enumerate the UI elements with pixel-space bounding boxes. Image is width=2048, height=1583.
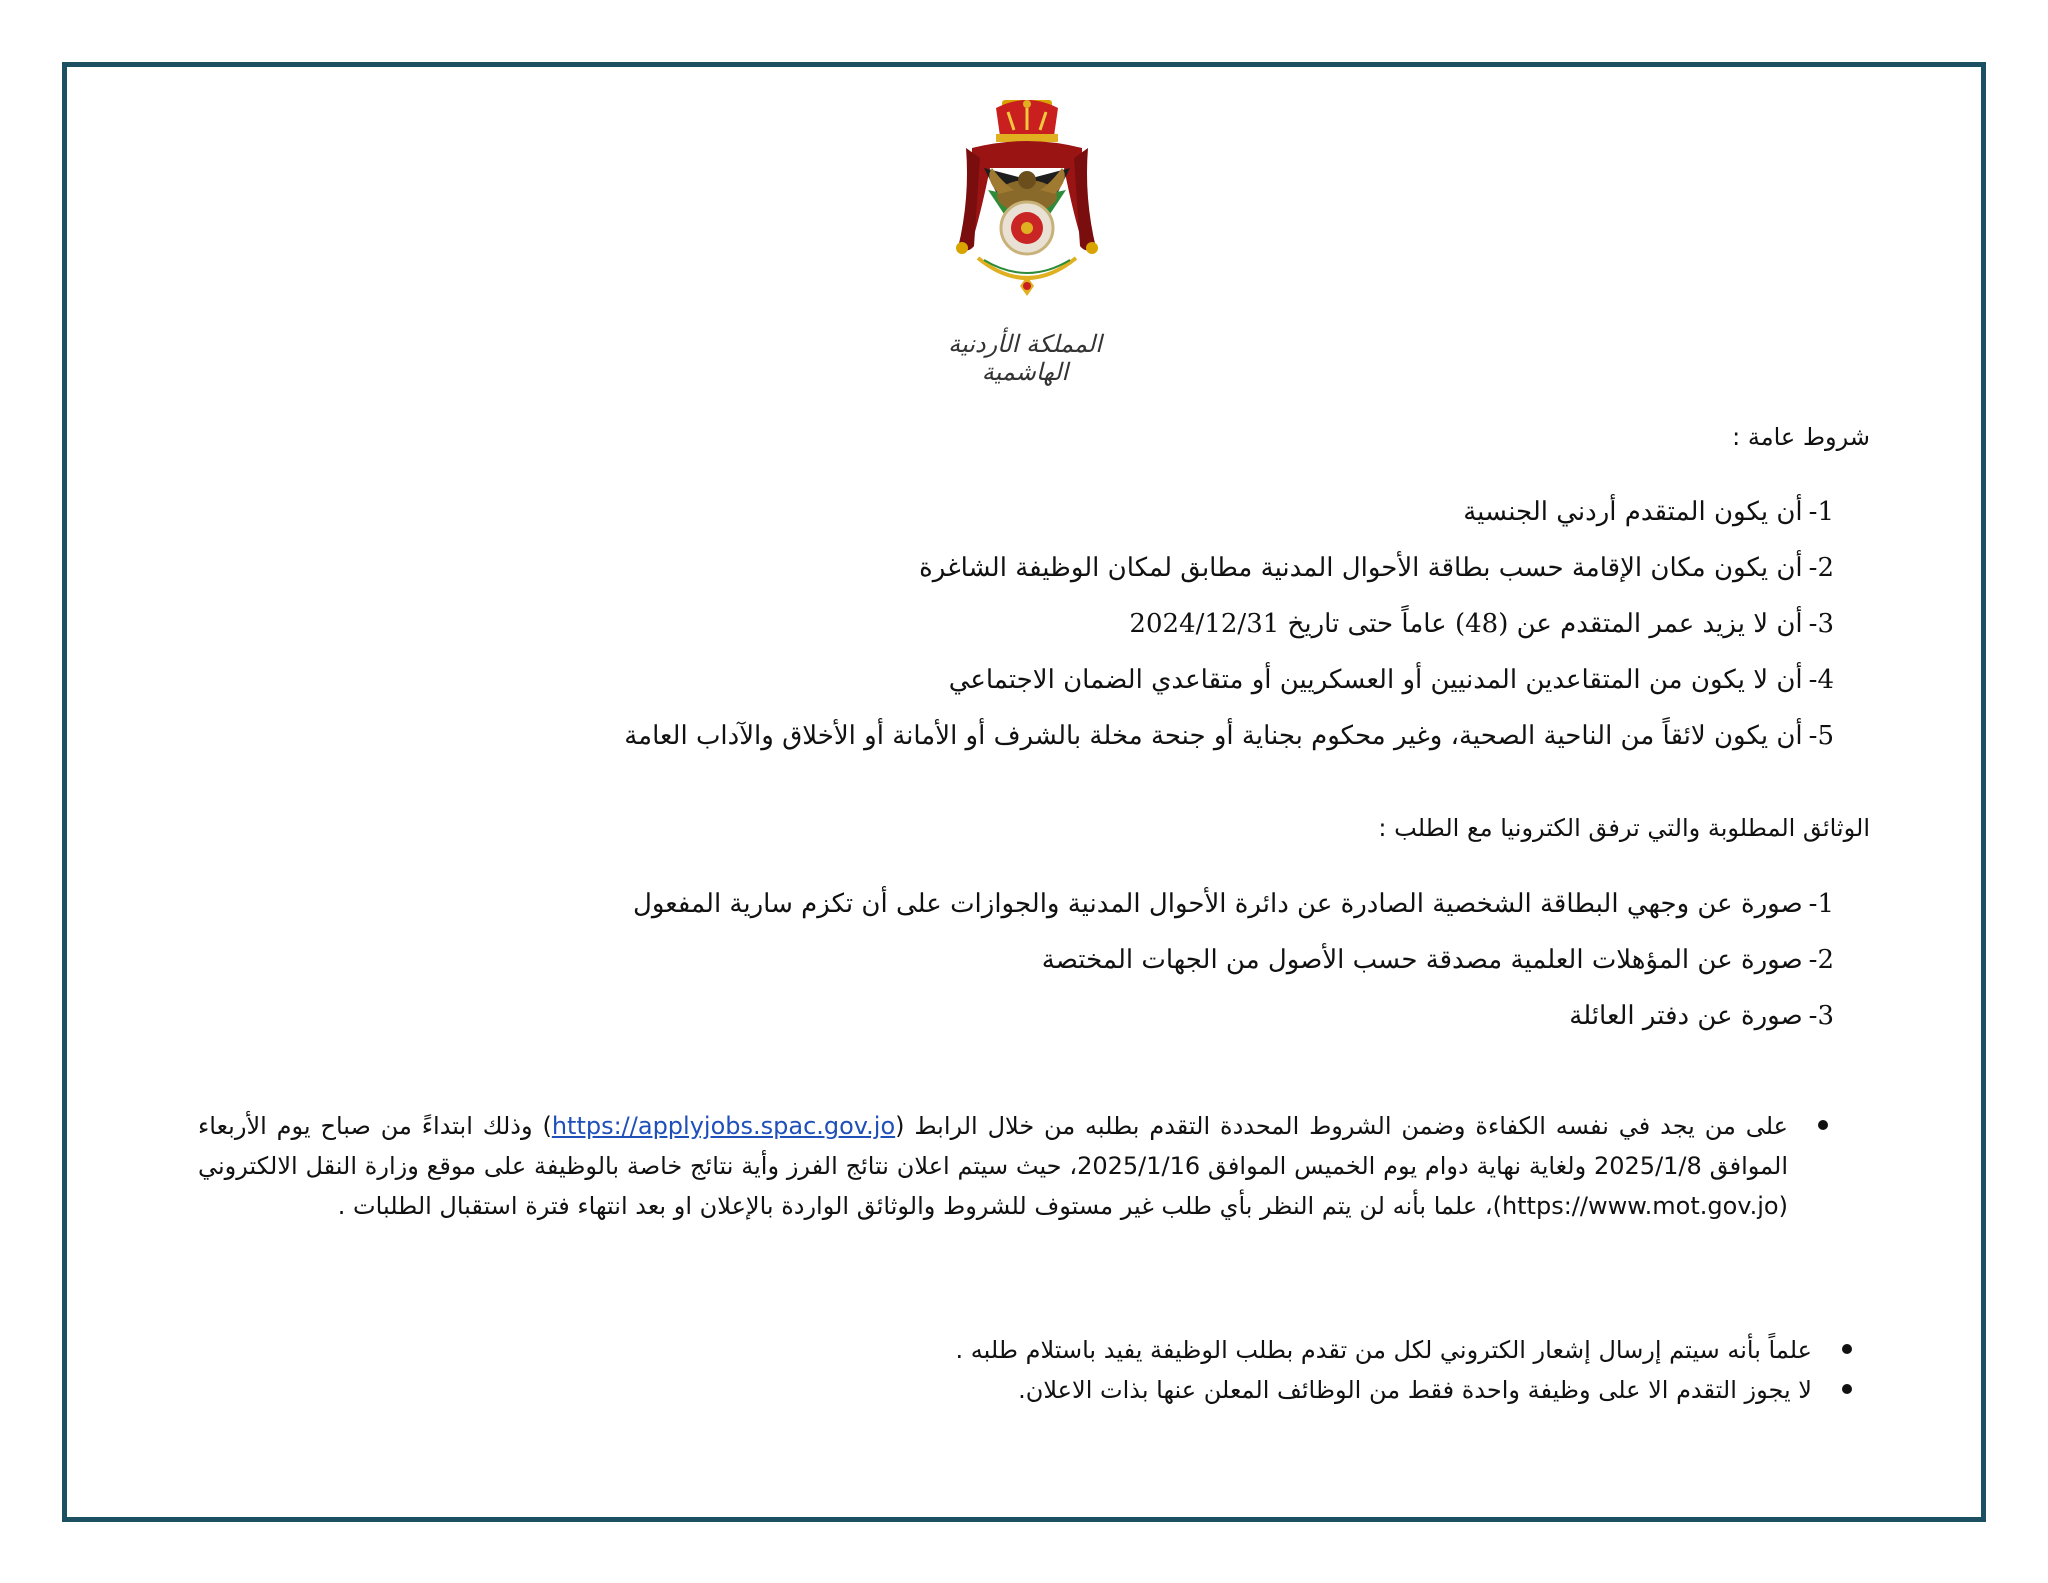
list-item xyxy=(624,708,1834,764)
general-conditions-list xyxy=(624,484,1834,764)
required-documents-list xyxy=(633,876,1834,1044)
list-item xyxy=(624,596,1834,652)
kingdom-name-calligraphy: المملكة الأردنية الهاشمية xyxy=(948,330,1102,386)
list-item xyxy=(624,652,1834,708)
item-text: أن يكون مكان الإقامة حسب بطاقة الأحوال المدنية مطابق لمكان الوظيفة الشاغرة xyxy=(919,553,1803,583)
item-text: صورة عن دفتر العائلة xyxy=(1569,1001,1803,1031)
notification-text: علماً بأنه سيتم إرسال إشعار الكتروني لكل من تقدم بطلب الوظيفة يفيد باستلام طلبه . xyxy=(955,1336,1812,1364)
list-item xyxy=(633,876,1834,932)
application-text-part1: على من يجد في نفسه الكفاءة وضمن الشروط المحددة التقدم بطلبه من خلال الرابط ( xyxy=(895,1112,1788,1140)
item-number: 1- xyxy=(1808,889,1834,919)
item-text: أن يكون المتقدم أردني الجنسية xyxy=(1463,497,1803,527)
single-job-text: لا يجوز التقدم الا على وظيفة واحدة فقط من الوظائف المعلن عنها بذات الاعلان. xyxy=(1018,1376,1812,1404)
item-number: 1- xyxy=(1808,497,1834,527)
application-notes xyxy=(198,1106,1858,1226)
bullet-icon xyxy=(1842,1384,1852,1394)
application-text-part2: ) وذلك ابتداءً من صباح يوم الأربعاء الموافق 2025/1/8 ولغاية نهاية دوام يوم الخميس الموافق 2025/1/16، حيث سيتم اعلان نتائج الفرز وأية نتائج خاصة بالوظيفة على موقع وزارة النقل الالكتروني (https://www.mot.gov.jo)، علما بأنه لن يتم النظر بأي طلب غير مستوف للشروط والوثائق الواردة بالإعلان او بعد انتهاء فترة استقبال الطلبات . xyxy=(198,1112,1788,1220)
general-conditions-heading: شروط عامة : xyxy=(1732,423,1870,451)
item-number: 2- xyxy=(1808,553,1834,583)
item-text: صورة عن المؤهلات العلمية مصدقة حسب الأصول من الجهات المختصة xyxy=(1041,945,1803,975)
bullet-icon xyxy=(1842,1344,1852,1354)
list-item xyxy=(624,484,1834,540)
bullet-icon xyxy=(1818,1120,1828,1130)
item-number: 3- xyxy=(1808,1001,1834,1031)
jordan-coat-of-arms-emblem xyxy=(944,98,1110,313)
required-documents-heading: الوثائق المطلوبة والتي ترفق الكترونيا مع الطلب : xyxy=(1378,814,1870,842)
list-item xyxy=(633,932,1834,988)
list-item xyxy=(624,540,1834,596)
item-number: 3- xyxy=(1808,609,1834,639)
item-text: أن لا يزيد عمر المتقدم عن (48) عاماً حتى تاريخ 2024/12/31 xyxy=(1129,609,1803,639)
item-text: صورة عن وجهي البطاقة الشخصية الصادرة عن دائرة الأحوال المدنية والجوازات على أن تكزم سارية المفعول xyxy=(632,889,1803,919)
item-number: 2- xyxy=(1808,945,1834,975)
application-instructions xyxy=(198,1106,1834,1226)
item-text: أن يكون لائقاً من الناحية الصحية، وغير محكوم بجناية أو جنحة مخلة بالشرف أو الأمانة أو الأخلاق والآداب العامة xyxy=(624,721,1803,751)
crown-icon xyxy=(996,100,1058,142)
item-text: أن لا يكون من المتقاعدين المدنيين أو العسكريين أو متقاعدي الضمان الاجتماعي xyxy=(948,665,1803,695)
notification-note xyxy=(198,1330,1858,1370)
item-number: 4- xyxy=(1808,665,1834,695)
item-number: 5- xyxy=(1808,721,1834,751)
single-job-note xyxy=(198,1370,1858,1410)
apply-jobs-link[interactable]: https://applyjobs.spac.gov.jo xyxy=(551,1112,896,1140)
additional-notes xyxy=(198,1330,1858,1410)
list-item xyxy=(633,988,1834,1044)
